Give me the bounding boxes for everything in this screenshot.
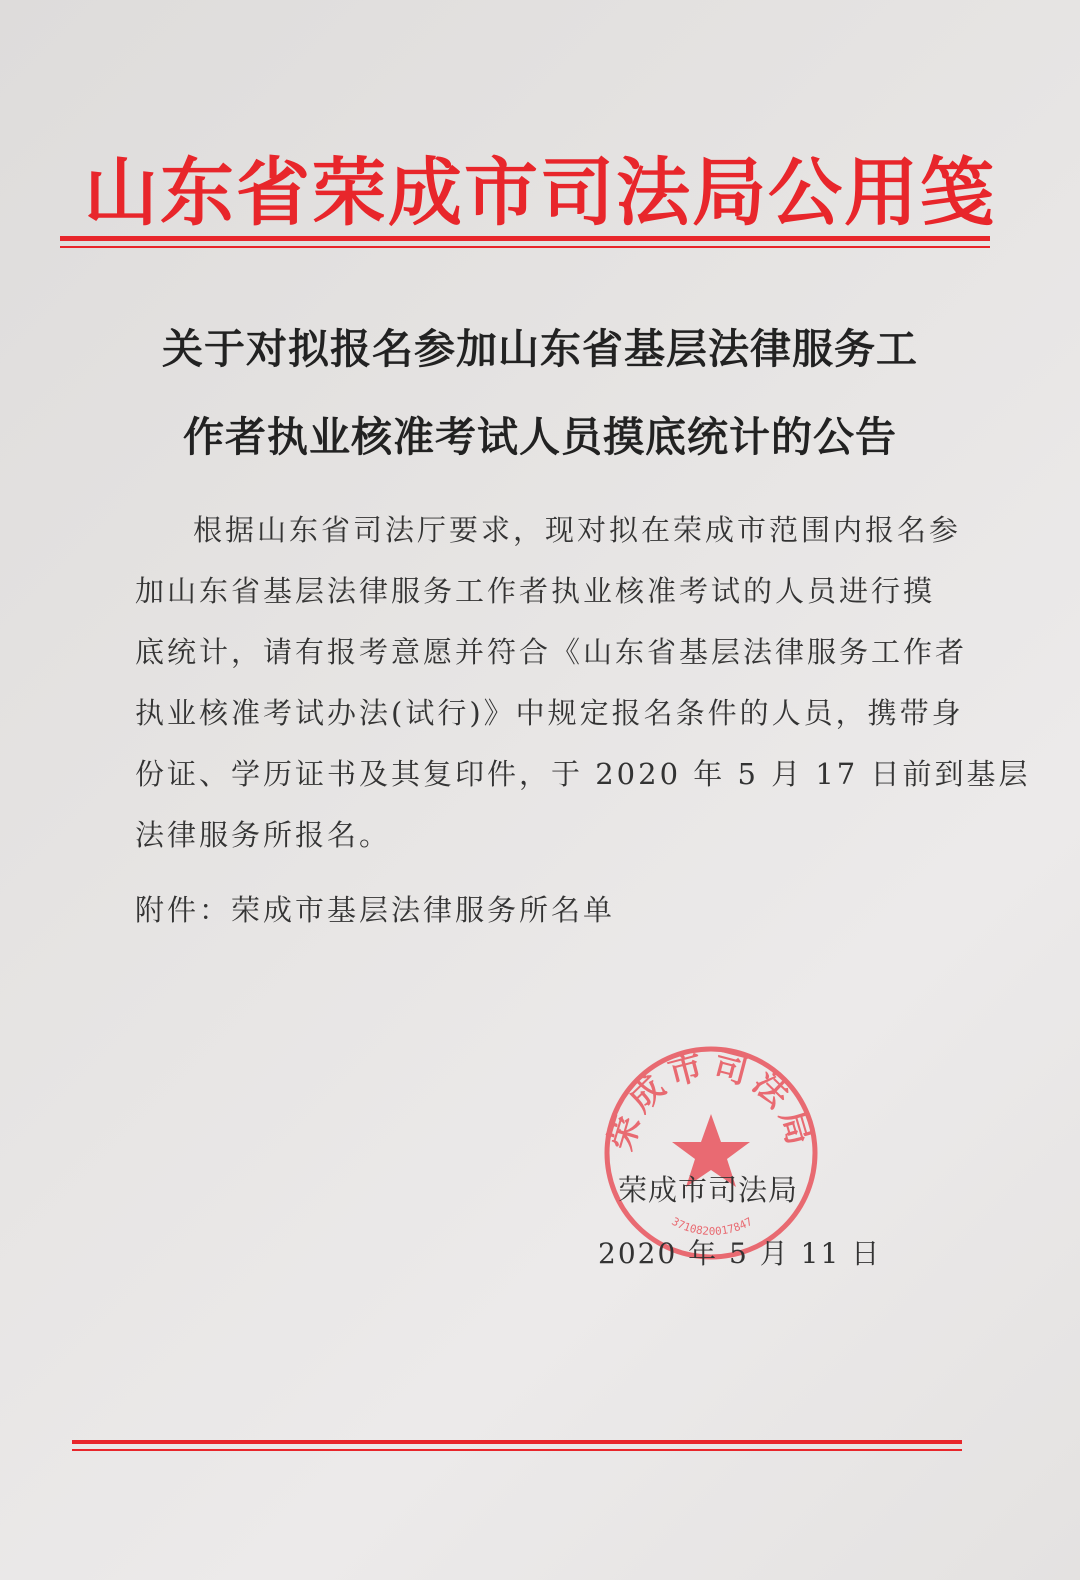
letterhead-rule-thick — [60, 236, 990, 241]
body-line-1: 根据山东省司法厅要求，现对拟在荣成市范围内报名参 — [193, 513, 962, 547]
letterhead-title: 山东省荣成市司法局公用笺 — [84, 150, 996, 236]
announcement-title-line-2: 作者执业核准考试人员摸底统计的公告 — [183, 413, 897, 461]
footer-rule-thin — [72, 1449, 962, 1451]
official-seal-icon — [600, 1042, 822, 1264]
issue-date: 2020 年 5 月 11 日 — [598, 1237, 882, 1270]
body-line-4: 执业核准考试办法(试行)》中规定报名条件的人员，携带身 — [135, 696, 964, 730]
attachment-note: 附件：荣成市基层法律服务所名单 — [135, 893, 616, 927]
footer-rule-thick — [72, 1440, 962, 1444]
announcement-title-line-1: 关于对拟报名参加山东省基层法律服务工 — [162, 325, 918, 373]
body-line-5: 份证、学历证书及其复印件，于 2020 年 5 月 17 日前到基层 — [135, 757, 1031, 791]
body-line-3: 底统计，请有报考意愿并符合《山东省基层法律服务工作者 — [135, 635, 968, 669]
body-line-2: 加山东省基层法律服务工作者执业核准考试的人员进行摸 — [135, 574, 936, 608]
issuer-name: 荣成市司法局 — [618, 1173, 799, 1207]
announcement-title — [100, 305, 980, 481]
seal-code: 3710820017847 — [669, 1214, 755, 1238]
announcement-body — [135, 500, 1031, 866]
letterhead-rule-thin — [60, 246, 990, 248]
seal-text: 荣成市司法局 — [600, 1045, 822, 1156]
body-line-6: 法律服务所报名。 — [135, 818, 392, 852]
